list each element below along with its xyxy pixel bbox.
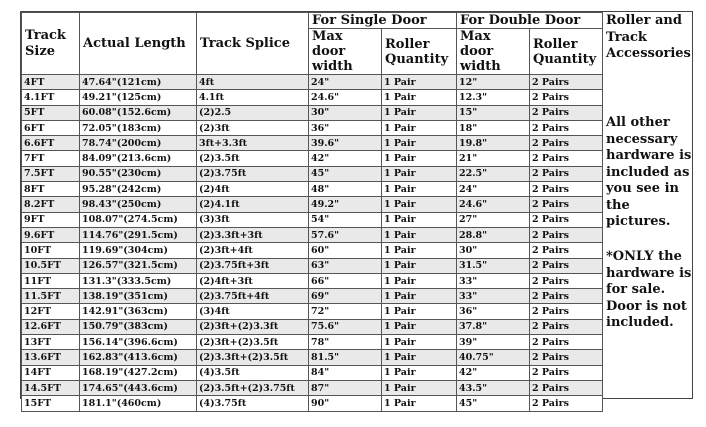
- cell-double-max-width: 42": [457, 365, 530, 380]
- cell-track-splice: (4)3.5ft: [197, 365, 309, 380]
- cell-double-max-width: 36": [457, 304, 530, 319]
- table-row: [22, 243, 603, 258]
- cell-single-max-width: 72": [309, 304, 382, 319]
- cell-double-roller-qty: 2 Pairs: [530, 335, 603, 350]
- cell-single-max-width: 87": [309, 380, 382, 395]
- cell-double-max-width: 15": [457, 105, 530, 120]
- cell-actual-length: 168.19"(427.2cm): [80, 365, 197, 380]
- cell-double-max-width: 30": [457, 243, 530, 258]
- cell-single-roller-qty: 1 Pair: [382, 166, 457, 181]
- cell-double-roller-qty: 2 Pairs: [530, 396, 603, 411]
- header-single-door: For Single Door: [309, 13, 457, 29]
- cell-actual-length: 114.76"(291.5cm): [80, 227, 197, 242]
- cell-track-splice: (2)4ft: [197, 182, 309, 197]
- cell-double-max-width: 40.75": [457, 350, 530, 365]
- cell-track-splice: (2)3.3ft+(2)3.5ft: [197, 350, 309, 365]
- cell-single-max-width: 69": [309, 289, 382, 304]
- cell-single-max-width: 24": [309, 75, 382, 90]
- cell-single-max-width: 60": [309, 243, 382, 258]
- cell-double-roller-qty: 2 Pairs: [530, 350, 603, 365]
- cell-single-max-width: 90": [309, 396, 382, 411]
- cell-track-size: 4.1FT: [22, 90, 80, 105]
- cell-single-roller-qty: 1 Pair: [382, 212, 457, 227]
- cell-track-size: 4FT: [22, 75, 80, 90]
- cell-track-size: 9FT: [22, 212, 80, 227]
- cell-double-roller-qty: 2 Pairs: [530, 105, 603, 120]
- table-row: [22, 105, 603, 120]
- cell-double-roller-qty: 2 Pairs: [530, 120, 603, 135]
- cell-double-roller-qty: 2 Pairs: [530, 197, 603, 212]
- cell-double-max-width: 28.8": [457, 227, 530, 242]
- cell-double-roller-qty: 2 Pairs: [530, 365, 603, 380]
- cell-actual-length: 174.65"(443.6cm): [80, 380, 197, 395]
- cell-single-max-width: 48": [309, 182, 382, 197]
- cell-track-splice: (4)3.75ft: [197, 396, 309, 411]
- cell-track-splice: 3ft+3.3ft: [197, 136, 309, 151]
- cell-track-splice: (2)3.5ft+(2)3.75ft: [197, 380, 309, 395]
- cell-double-roller-qty: 2 Pairs: [530, 212, 603, 227]
- cell-single-roller-qty: 1 Pair: [382, 136, 457, 151]
- cell-track-splice: 4ft: [197, 75, 309, 90]
- cell-track-size: 8.2FT: [22, 197, 80, 212]
- cell-actual-length: 98.43"(250cm): [80, 197, 197, 212]
- cell-actual-length: 49.21"(125cm): [80, 90, 197, 105]
- cell-track-splice: (3)3ft: [197, 212, 309, 227]
- cell-single-roller-qty: 1 Pair: [382, 396, 457, 411]
- header-double-roller-qty: Roller Quantity: [530, 29, 603, 75]
- cell-single-roller-qty: 1 Pair: [382, 197, 457, 212]
- cell-actual-length: 162.83"(413.6cm): [80, 350, 197, 365]
- cell-single-roller-qty: 1 Pair: [382, 380, 457, 395]
- header-track-size: Track Size: [22, 13, 80, 75]
- hardware-only-note: *ONLY the hardware is for sale. Door is not included.: [606, 249, 692, 330]
- cell-single-roller-qty: 1 Pair: [382, 182, 457, 197]
- header-actual-length: Actual Length: [80, 13, 197, 75]
- table-row: [22, 182, 603, 197]
- cell-double-max-width: 12.3": [457, 90, 530, 105]
- cell-double-roller-qty: 2 Pairs: [530, 380, 603, 395]
- table-row: [22, 136, 603, 151]
- cell-single-max-width: 42": [309, 151, 382, 166]
- cell-single-roller-qty: 1 Pair: [382, 350, 457, 365]
- cell-double-roller-qty: 2 Pairs: [530, 90, 603, 105]
- cell-actual-length: 119.69"(304cm): [80, 243, 197, 258]
- cell-double-roller-qty: 2 Pairs: [530, 319, 603, 334]
- cell-double-roller-qty: 2 Pairs: [530, 289, 603, 304]
- table-row: [22, 289, 603, 304]
- cell-track-size: 8FT: [22, 182, 80, 197]
- table-row: [22, 319, 603, 334]
- cell-single-roller-qty: 1 Pair: [382, 227, 457, 242]
- cell-single-roller-qty: 1 Pair: [382, 151, 457, 166]
- table-row: [22, 75, 603, 90]
- cell-single-roller-qty: 1 Pair: [382, 105, 457, 120]
- cell-track-splice: (2)3.5ft: [197, 151, 309, 166]
- cell-double-max-width: 22.5": [457, 166, 530, 181]
- cell-single-max-width: 39.6": [309, 136, 382, 151]
- cell-actual-length: 84.09"(213.6cm): [80, 151, 197, 166]
- cell-double-max-width: 43.5": [457, 380, 530, 395]
- cell-track-splice: (2)4.1ft: [197, 197, 309, 212]
- cell-double-max-width: 39": [457, 335, 530, 350]
- cell-track-size: 13FT: [22, 335, 80, 350]
- cell-track-size: 10.5FT: [22, 258, 80, 273]
- cell-double-roller-qty: 2 Pairs: [530, 258, 603, 273]
- table-row: [22, 380, 603, 395]
- cell-track-size: 6.6FT: [22, 136, 80, 151]
- accessories-panel: [603, 12, 692, 398]
- cell-single-max-width: 57.6": [309, 227, 382, 242]
- cell-single-roller-qty: 1 Pair: [382, 289, 457, 304]
- cell-track-splice: (2)3.75ft+3ft: [197, 258, 309, 273]
- cell-track-size: 7.5FT: [22, 166, 80, 181]
- cell-double-max-width: 24.6": [457, 197, 530, 212]
- cell-track-size: 15FT: [22, 396, 80, 411]
- table-row: [22, 212, 603, 227]
- cell-double-roller-qty: 2 Pairs: [530, 136, 603, 151]
- cell-single-max-width: 84": [309, 365, 382, 380]
- cell-actual-length: 95.28"(242cm): [80, 182, 197, 197]
- cell-track-splice: (2)3.75ft+4ft: [197, 289, 309, 304]
- cell-track-splice: (2)3.3ft+3ft: [197, 227, 309, 242]
- cell-track-size: 7FT: [22, 151, 80, 166]
- cell-actual-length: 108.07"(274.5cm): [80, 212, 197, 227]
- cell-track-size: 11.5FT: [22, 289, 80, 304]
- cell-double-max-width: 18": [457, 120, 530, 135]
- cell-track-splice: (2)3ft+4ft: [197, 243, 309, 258]
- cell-actual-length: 142.91"(363cm): [80, 304, 197, 319]
- cell-track-size: 12FT: [22, 304, 80, 319]
- cell-actual-length: 78.74"(200cm): [80, 136, 197, 151]
- cell-double-max-width: 33": [457, 273, 530, 288]
- cell-single-roller-qty: 1 Pair: [382, 335, 457, 350]
- cell-single-max-width: 49.2": [309, 197, 382, 212]
- cell-double-max-width: 45": [457, 396, 530, 411]
- table-row: [22, 365, 603, 380]
- cell-actual-length: 126.57"(321.5cm): [80, 258, 197, 273]
- table-row: [22, 304, 603, 319]
- cell-actual-length: 60.08"(152.6cm): [80, 105, 197, 120]
- cell-double-roller-qty: 2 Pairs: [530, 273, 603, 288]
- table-row: [22, 197, 603, 212]
- cell-double-roller-qty: 2 Pairs: [530, 75, 603, 90]
- cell-single-roller-qty: 1 Pair: [382, 319, 457, 334]
- table-row: [22, 120, 603, 135]
- cell-track-size: 12.6FT: [22, 319, 80, 334]
- cell-single-max-width: 63": [309, 258, 382, 273]
- cell-actual-length: 181.1"(460cm): [80, 396, 197, 411]
- cell-single-max-width: 54": [309, 212, 382, 227]
- cell-double-roller-qty: 2 Pairs: [530, 182, 603, 197]
- header-single-max-width: Max door width: [309, 29, 382, 75]
- header-double-door: For Double Door: [457, 13, 603, 29]
- cell-track-size: 9.6FT: [22, 227, 80, 242]
- cell-double-roller-qty: 2 Pairs: [530, 243, 603, 258]
- cell-double-max-width: 27": [457, 212, 530, 227]
- cell-track-size: 5FT: [22, 105, 80, 120]
- cell-double-roller-qty: 2 Pairs: [530, 304, 603, 319]
- cell-track-size: 14.5FT: [22, 380, 80, 395]
- size-table: [21, 12, 603, 412]
- cell-track-splice: (2)3ft+(2)3.3ft: [197, 319, 309, 334]
- cell-track-size: 14FT: [22, 365, 80, 380]
- cell-track-size: 13.6FT: [22, 350, 80, 365]
- cell-single-max-width: 81.5": [309, 350, 382, 365]
- cell-track-splice: (2)2.5: [197, 105, 309, 120]
- cell-single-max-width: 36": [309, 120, 382, 135]
- table-row: [22, 227, 603, 242]
- cell-actual-length: 90.55"(230cm): [80, 166, 197, 181]
- header-double-max-width: Max door width: [457, 29, 530, 75]
- cell-double-roller-qty: 2 Pairs: [530, 166, 603, 181]
- cell-double-max-width: 33": [457, 289, 530, 304]
- cell-actual-length: 156.14"(396.6cm): [80, 335, 197, 350]
- track-size-chart: [20, 11, 693, 409]
- cell-double-max-width: 19.8": [457, 136, 530, 151]
- cell-single-roller-qty: 1 Pair: [382, 243, 457, 258]
- cell-double-roller-qty: 2 Pairs: [530, 227, 603, 242]
- cell-actual-length: 47.64"(121cm): [80, 75, 197, 90]
- cell-track-splice: (2)3ft: [197, 120, 309, 135]
- cell-double-max-width: 31.5": [457, 258, 530, 273]
- cell-track-splice: (3)4ft: [197, 304, 309, 319]
- cell-track-size: 6FT: [22, 120, 80, 135]
- hardware-included-note: All other necessary hardware is included as you see in the pictures.: [606, 115, 692, 229]
- cell-single-roller-qty: 1 Pair: [382, 365, 457, 380]
- cell-double-max-width: 24": [457, 182, 530, 197]
- cell-track-size: 11FT: [22, 273, 80, 288]
- cell-track-splice: (2)4ft+3ft: [197, 273, 309, 288]
- header-single-roller-qty: Roller Quantity: [382, 29, 457, 75]
- cell-single-roller-qty: 1 Pair: [382, 120, 457, 135]
- cell-single-max-width: 78": [309, 335, 382, 350]
- cell-single-roller-qty: 1 Pair: [382, 75, 457, 90]
- cell-actual-length: 131.3"(333.5cm): [80, 273, 197, 288]
- cell-single-max-width: 66": [309, 273, 382, 288]
- table-row: [22, 151, 603, 166]
- accessories-heading: Roller and Track Accessories: [606, 13, 691, 61]
- cell-single-roller-qty: 1 Pair: [382, 258, 457, 273]
- table-row: [22, 166, 603, 181]
- cell-track-splice: (2)3ft+(2)3.5ft: [197, 335, 309, 350]
- cell-single-max-width: 45": [309, 166, 382, 181]
- cell-actual-length: 138.19"(351cm): [80, 289, 197, 304]
- cell-double-max-width: 12": [457, 75, 530, 90]
- cell-single-max-width: 75.6": [309, 319, 382, 334]
- cell-single-max-width: 24.6": [309, 90, 382, 105]
- cell-actual-length: 150.79"(383cm): [80, 319, 197, 334]
- cell-single-roller-qty: 1 Pair: [382, 304, 457, 319]
- header-track-splice: Track Splice: [197, 13, 309, 75]
- table-row: [22, 273, 603, 288]
- cell-track-size: 10FT: [22, 243, 80, 258]
- cell-track-splice: 4.1ft: [197, 90, 309, 105]
- table-body: [22, 75, 603, 412]
- table-row: [22, 335, 603, 350]
- cell-double-max-width: 37.8": [457, 319, 530, 334]
- cell-double-roller-qty: 2 Pairs: [530, 151, 603, 166]
- table-row: [22, 396, 603, 411]
- table-row: [22, 258, 603, 273]
- table-row: [22, 350, 603, 365]
- cell-single-roller-qty: 1 Pair: [382, 273, 457, 288]
- cell-actual-length: 72.05"(183cm): [80, 120, 197, 135]
- cell-track-splice: (2)3.75ft: [197, 166, 309, 181]
- table-row: [22, 90, 603, 105]
- cell-double-max-width: 21": [457, 151, 530, 166]
- cell-single-max-width: 30": [309, 105, 382, 120]
- cell-single-roller-qty: 1 Pair: [382, 90, 457, 105]
